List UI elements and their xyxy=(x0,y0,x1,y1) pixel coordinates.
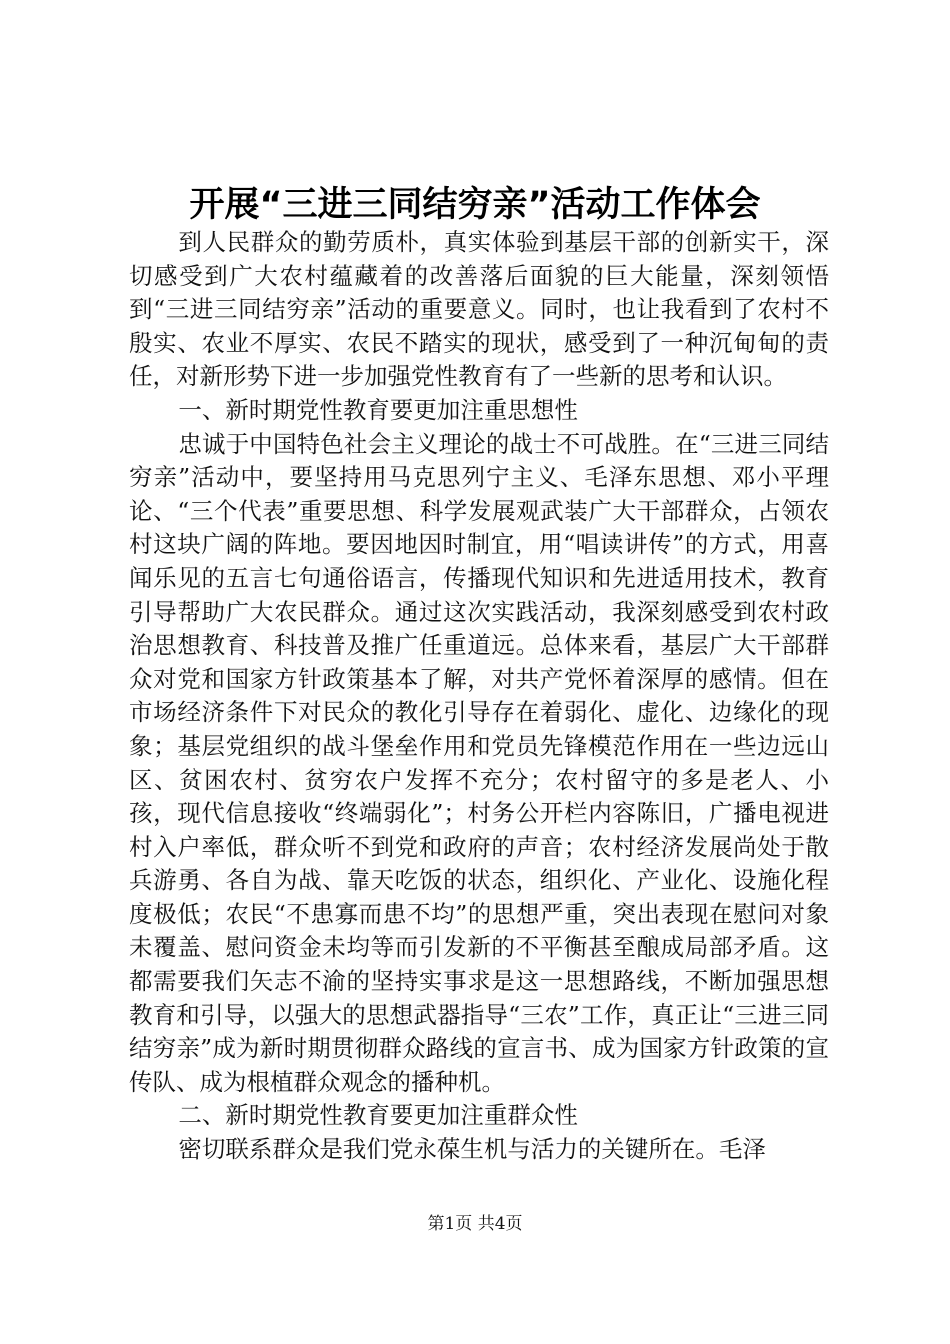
paragraph-section-1: 忠诚于中国特色社会主义理论的战士不可战胜。在“三进三同结穷亲”活动中，要坚持用马克思列宁主义、毛泽东思想、邓小平理论、“三个代表”重要思想、科学发展观武装广大干部群众，占领农村这块广阔的阵地。要因地因时制宜，用“唱读讲传”的方式，用喜闻乐见的五言七句通俗语言，传播现代知识和先进适用技术，教育引导帮助广大农民群众。通过这次实践活动，我深刻感受到农村政治思想教育、科技普及推广任重道远。总体来看，基层广大干部群众对党和国家方针政策基本了解，对共产党怀着深厚的感情。但在市场经济条件下对民众的教化引导存在着弱化、虚化、边缘化的现象；基层党组织的战斗堡垒作用和党员先锋模范作用在一些边远山区、贫困农村、贫穷农户发挥不充分；农村留守的多是老人、小孩，现代信息接收“终端弱化”；村务公开栏内容陈旧，广播电视进村入户率低，群众听不到党和政府的声音；农村经济发展尚处于散兵游勇、各自为战、靠天吃饭的状态，组织化、产业化、设施化程度极低；农民“不患寡而患不均”的思想严重，突出表现在慰问对象未覆盖、慰问资金未均等而引发新的不平衡甚至酿成局部矛盾。这都需要我们矢志不渝的坚持实事求是这一思想路线，不断加强思想教育和引导，以强大的思想武器指导“三农”工作，真正让“三进三同结穷亲”成为新时期贯彻群众路线的宣言书、成为国家方针政策的宣传队、成为根植群众观念的播种机。 xyxy=(129,429,829,1096)
paragraph-section-2: 密切联系群众是我们党永葆生机与活力的关键所在。毛泽 xyxy=(178,1135,766,1164)
section-heading-1: 一、新时期党性教育要更加注重思想性 xyxy=(178,395,578,424)
section-heading-2: 二、新时期党性教育要更加注重群众性 xyxy=(178,1101,578,1130)
page-footer: 第1页 共4页 xyxy=(427,1214,523,1234)
document-body xyxy=(129,226,829,1167)
paragraph-intro: 到人民群众的勤劳质朴，真实体验到基层干部的创新实干，深切感受到广大农村蕴藏着的改善落后面貌的巨大能量，深刻领悟到“三进三同结穷亲”活动的重要意义。同时，也让我看到了农村不殷实、农业不厚实、农民不踏实的现状，感受到了一种沉甸甸的责任，对新形势下进一步加强党性教育有了一些新的思考和认识。 xyxy=(129,228,829,391)
document-title: 开展“三进三同结穷亲”活动工作体会 xyxy=(189,185,761,225)
